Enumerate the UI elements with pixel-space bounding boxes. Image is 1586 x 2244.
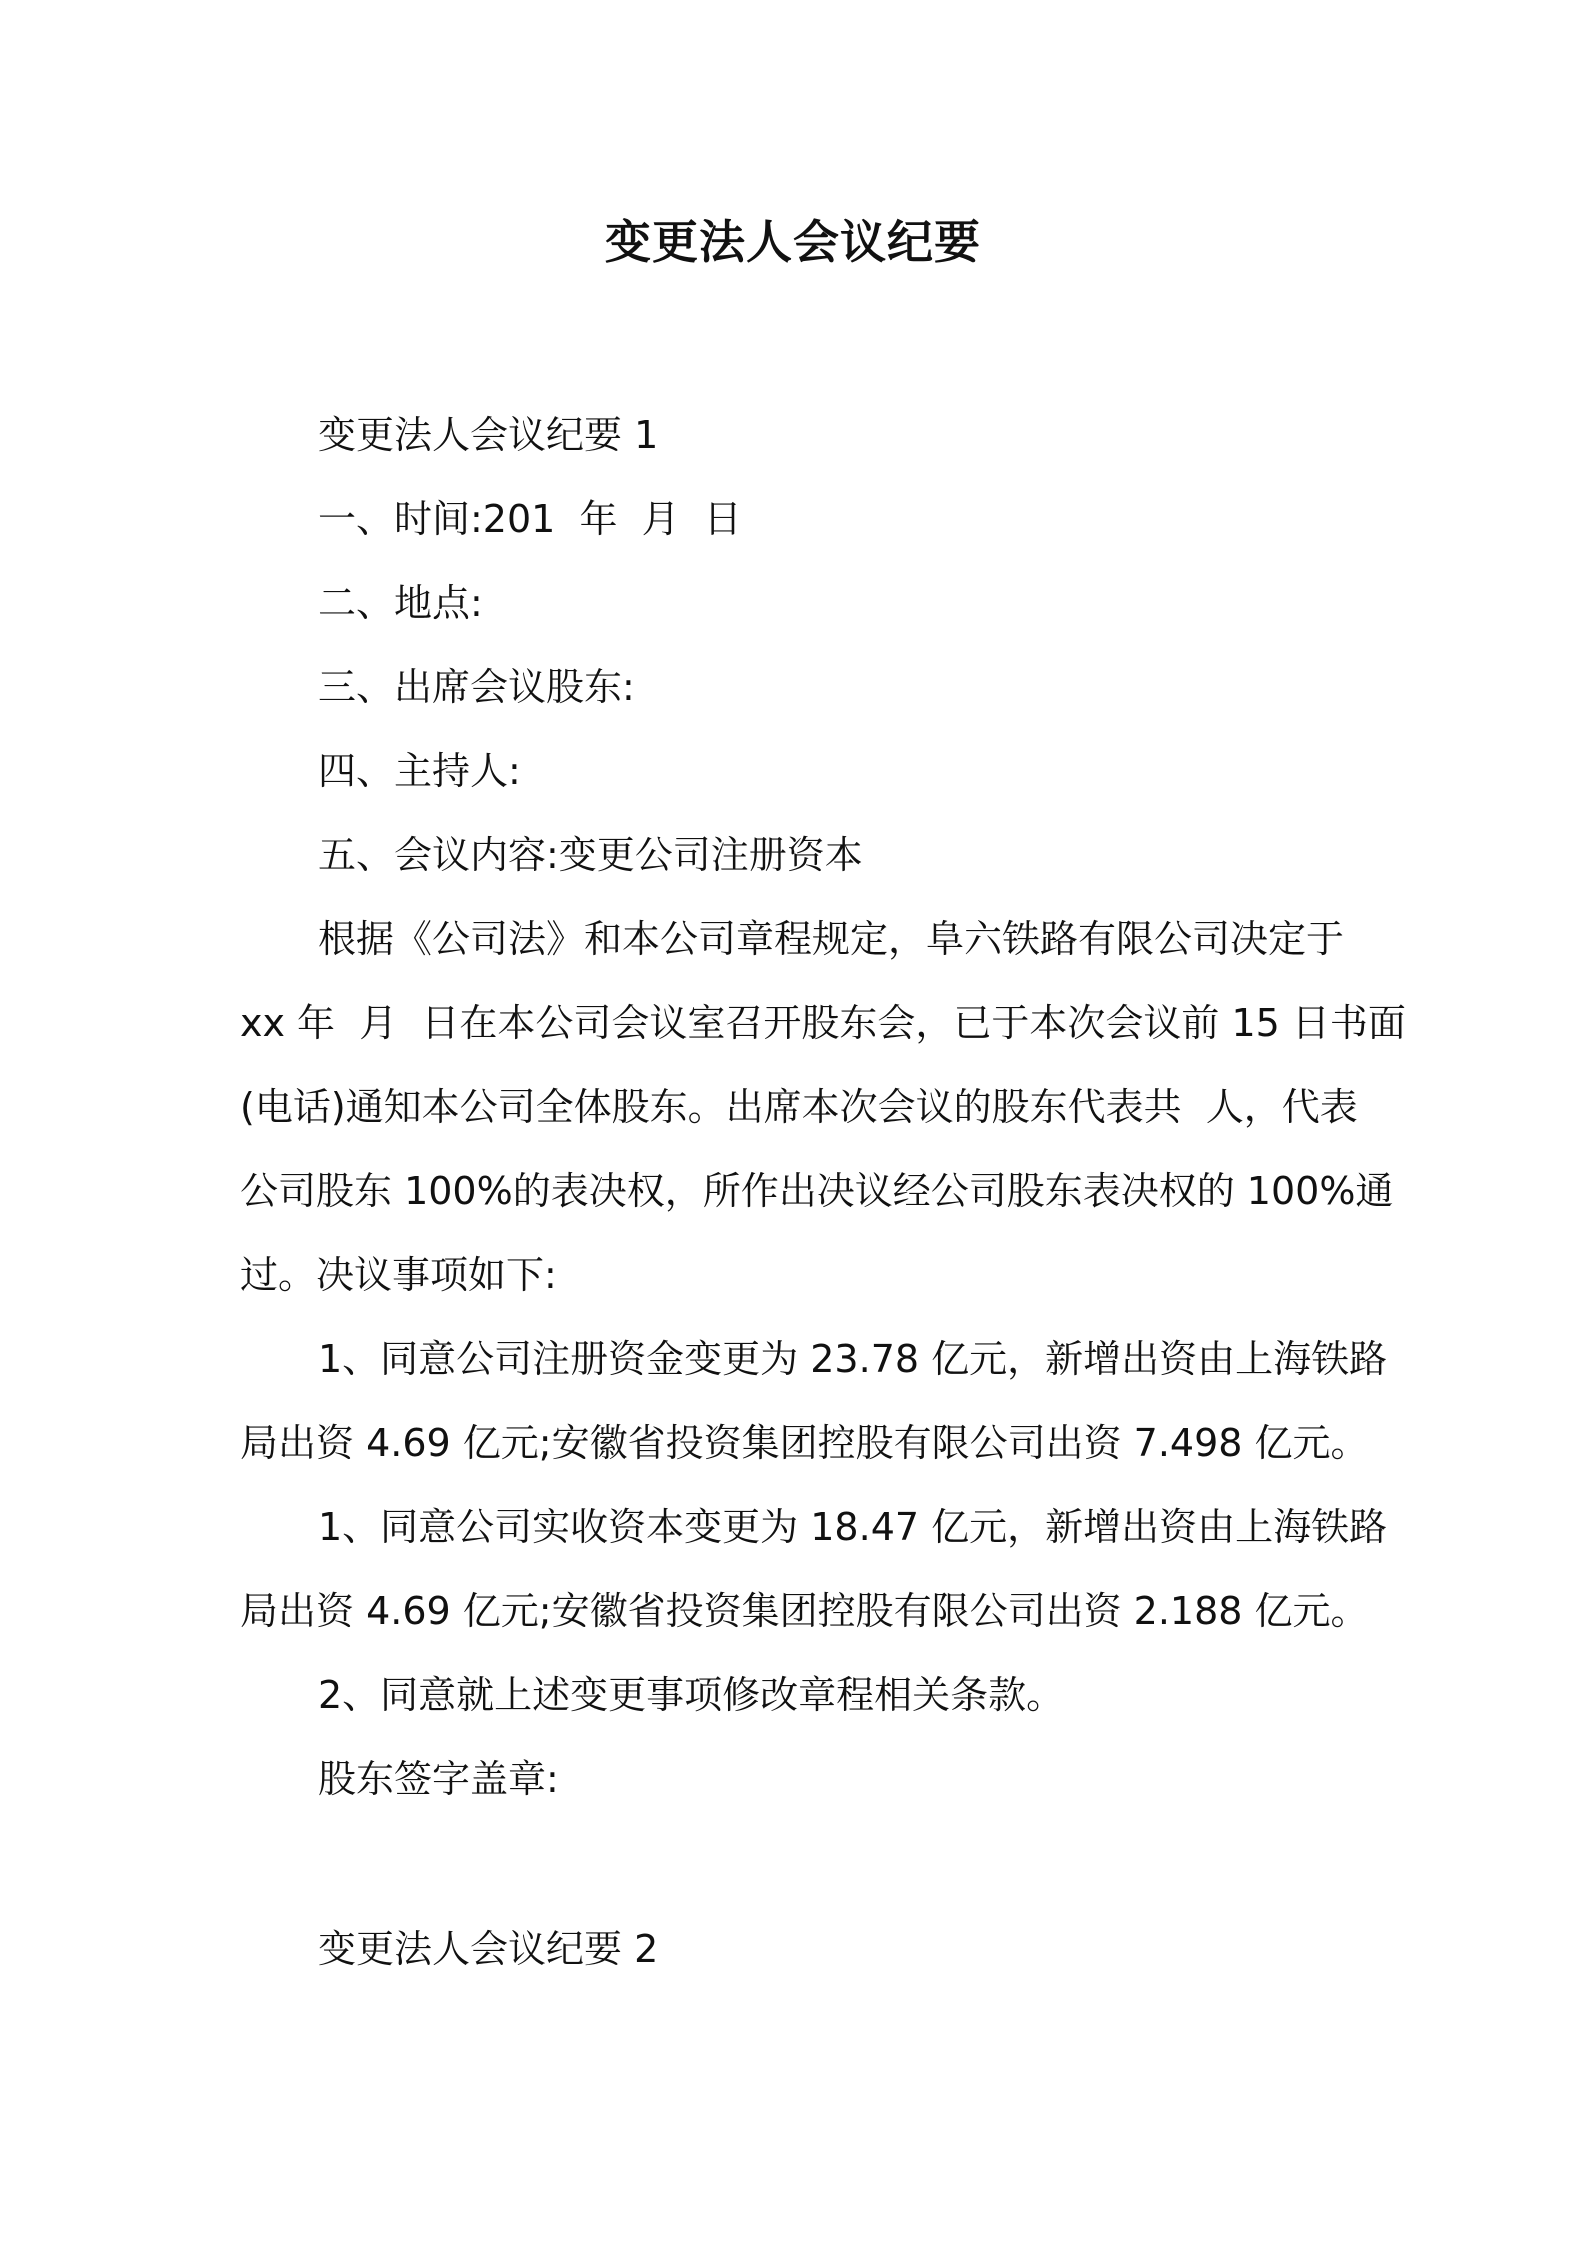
item-content: 五、会议内容:变更公司注册资本 xyxy=(318,833,863,877)
resolution-line: 局出资 4.69 亿元;安徽省投资集团控股有限公司出资 2.188 亿元。 xyxy=(240,1589,1369,1633)
document-title: 变更法人会议纪要 xyxy=(605,215,981,269)
signature-label: 股东签字盖章: xyxy=(318,1757,559,1801)
resolution-line: 1、同意公司实收资本变更为 18.47 亿元，新增出资由上海铁路 xyxy=(318,1505,1388,1549)
resolution-line: 局出资 4.69 亿元;安徽省投资集团控股有限公司出资 7.498 亿元。 xyxy=(240,1421,1369,1465)
resolution-line: 2、同意就上述变更事项修改章程相关条款。 xyxy=(318,1673,1065,1717)
section-2-heading: 变更法人会议纪要 2 xyxy=(318,1927,659,1971)
resolution-line: 1、同意公司注册资金变更为 23.78 亿元，新增出资由上海铁路 xyxy=(318,1337,1388,1381)
body-line: 公司股东 100%的表决权，所作出决议经公司股东表决权的 100%通 xyxy=(240,1169,1394,1213)
section-1-heading: 变更法人会议纪要 1 xyxy=(318,413,659,457)
item-time: 一、时间:201 年 月 日 xyxy=(318,497,742,541)
item-attendees: 三、出席会议股东: xyxy=(318,665,635,709)
body-line: (电话)通知本公司全体股东。出席本次会议的股东代表共 人，代表 xyxy=(240,1085,1358,1129)
body-line: 过。决议事项如下: xyxy=(240,1253,557,1297)
body-line: xx 年 月 日在本公司会议室召开股东会，已于本次会议前 15 日书面 xyxy=(240,1001,1406,1045)
body-line: 根据《公司法》和本公司章程规定，阜六铁路有限公司决定于 xyxy=(318,917,1345,961)
item-place: 二、地点: xyxy=(318,581,483,625)
item-host: 四、主持人: xyxy=(318,749,521,793)
